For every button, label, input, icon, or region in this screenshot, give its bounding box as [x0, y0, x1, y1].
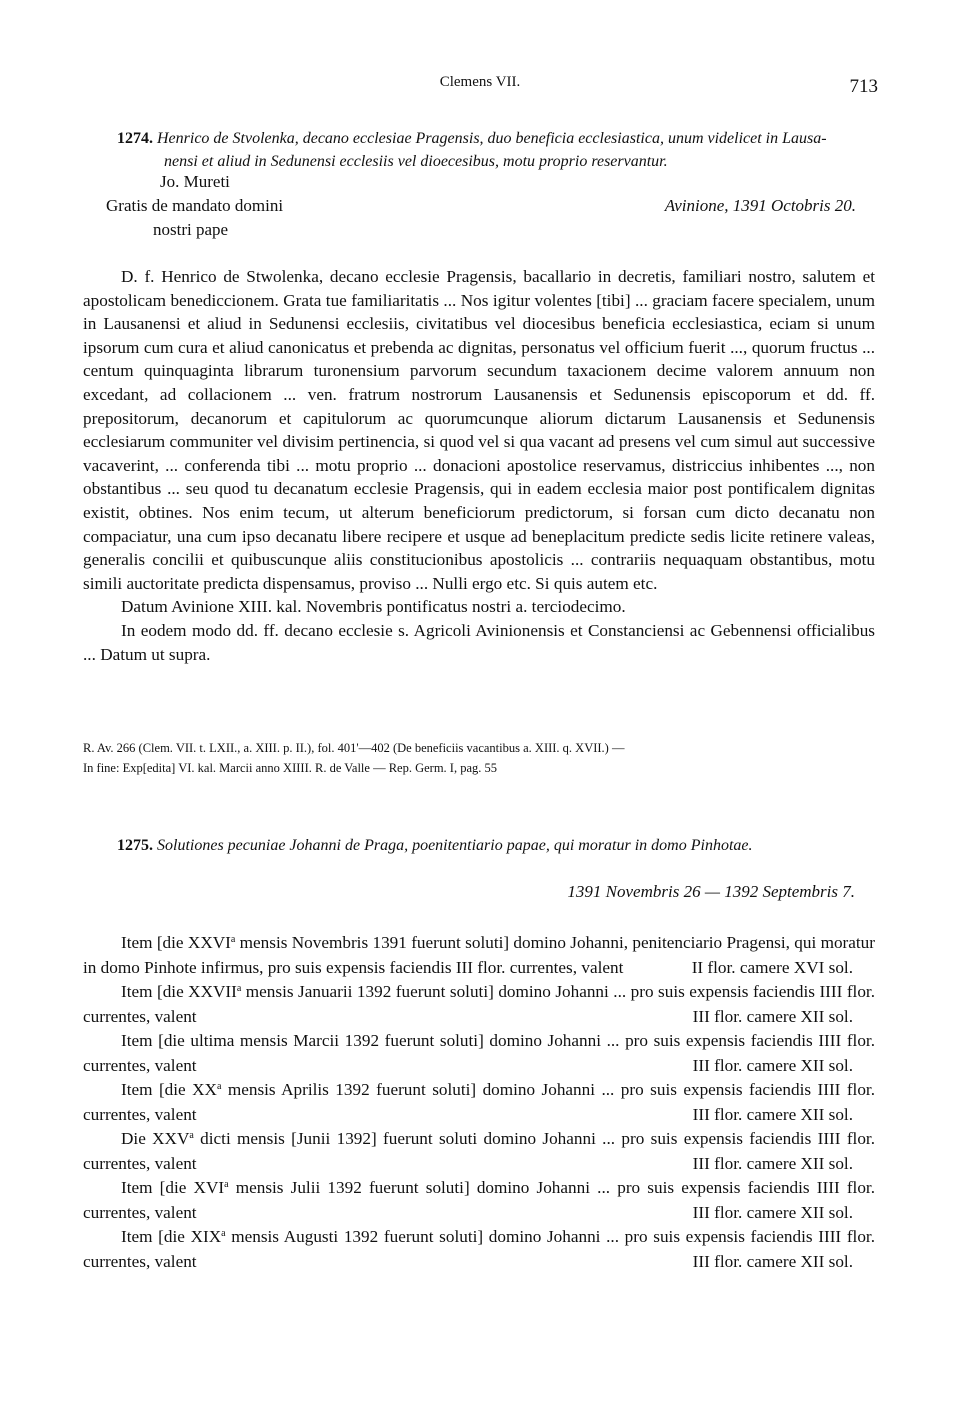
dating-clause: Datum Avinione XIII. kal. Novembris pontificatus nostri a. terciodecimo. [121, 597, 626, 617]
payment-amount: III flor. camere XII sol. [692, 1055, 853, 1075]
payment-amount: III flor. camere XII sol. [692, 1202, 853, 1222]
payment-text-start: Item [die XVI [121, 1178, 225, 1197]
payment-text-start: Item [die ultima mensis Marcii 1392 fuerunt soluti] domino Johanni ... pro suis expensis faciendis IIII flor. currentes, valent [83, 1031, 875, 1075]
payment-amount: III flor. camere XII sol. [692, 1251, 853, 1271]
payment-entry [83, 1029, 875, 1078]
entry-1275-date-range: 1391 Novembris 26 — 1392 Septembris 7. [567, 882, 855, 901]
archival-note [83, 738, 875, 778]
payment-amount: III flor. camere XII sol. [692, 1153, 853, 1173]
payment-text-start: Die XXV [121, 1129, 190, 1148]
payment-text-rest: mensis Julii 1392 fuerunt soluti] domino Johanni ... pro suis expensis faciendis IIII flor. currentes, valent [83, 1178, 875, 1222]
payment-text-rest: mensis Januarii 1392 fuerunt soluti] domino Johanni ... pro suis expensis faciendis IIII flor. currentes, valent [83, 982, 876, 1026]
archival-note-line2: In fine: Exp[edita] VI. kal. Marcii anno XIIII. R. de Valle — Rep. Germ. I, pag. 55 [83, 761, 498, 775]
ordinal-superscript: a [224, 1179, 229, 1190]
scribe-name: Jo. Mureti [160, 172, 230, 191]
place-date: Avinione, 1391 Octobris 20. [664, 196, 856, 215]
payment-entry [83, 1225, 875, 1274]
ordinal-superscript: a [216, 1081, 222, 1092]
payments-list [83, 931, 875, 1274]
ordinal-superscript: a [189, 1130, 194, 1141]
entry-1275-summary: Solutiones pecuniae Johanni de Praga, poenitentiario papae, qui moratur in domo Pinhotae. [157, 837, 753, 854]
gratis-line-2: nostri pape [153, 220, 229, 239]
payment-entry [83, 931, 875, 980]
ordinal-superscript: a [221, 1228, 226, 1239]
archival-note-line1: R. Av. 266 (Clem. VII. t. LXII., a. XIII. p. II.), fol. 401'—402 (De beneficiis vacantibus a. XIII. q. XVII.) — [83, 741, 625, 755]
entry-1274-summary-line2: nensi et aliud in Sedunensi ecclesiis vel dioecesibus, motu proprio reservantur. [164, 153, 668, 170]
gratis-line-1: Gratis de mandato domini [106, 196, 284, 215]
payment-text-start: Item [die XIX [121, 1227, 222, 1246]
entry-1274-text [83, 265, 875, 666]
payment-amount: III flor. camere XII sol. [692, 1104, 853, 1124]
executors-clause: In eodem modo dd. ff. decano ecclesie s. Agricoli Avinionensis et Constanciensi ac Gebennensi officialibus ... Datum ut supra. [83, 620, 875, 664]
payment-entry [83, 980, 875, 1029]
payment-text-rest: dicti mensis [Junii 1392] fuerunt soluti domino Johanni ... pro suis expensis faciendis IIII flor. currentes, valent [83, 1129, 875, 1173]
payment-text-start: Item [die XXVI [121, 933, 231, 952]
entry-1275-heading [117, 833, 752, 859]
letter-body: D. f. Henrico de Stwolenka, decano ecclesie Pragensis, bacallario in decretis, familiari nostro, salutem et apostolicam benediccionem. Grata tue familiaritatis ... Nos igitur volentes [tibi] ... graciam facere specialem, unum in Lausanensi et aliud in Sedunensi ecclesiis, civitatibus vel diocesibus beneficia ecclesiastica, eciam si unum ipsorum cum cura et aliud canonicatus et prebenda ac dignitas, personatus vel officium fuerit ..., quorum fructus ... centum quinquaginta librarum turonensium parvorum secundum taxacionem decime valorem annuum non excedant, ad collacionem ... ven. fratrum nostrorum Lausanensis et Sedunensis episcoporum et dd. ff. prepositorum, decanorum et capitulorum ac quorumcunque aliorum dictarum Lausanensis et Sedunensis ecclesiarum communiter vel divisim pertinencia, si quod vel si qua vacant ad presens vel cum simul aut successive vacaverint, ... conferenda tibi ... motu proprio ... donacioni apostolice reservamus, districcius inhibentes ..., non obstantibus ... seu quod tu decanatum ecclesie Pragensis, qui in eadem ecclesia maior post pontificalem dignitas existit, obtines. Nos enim tecum, ut alterum beneficiorum predictorum, si forsan cum dicto decanatu non compaciatur, una cum ipso decanatu libere recipere et usque ad beneplacitum predicte sedis licite retinere valeas, generalis concilii et quibuscunque aliis constitucionibus apostolicis ... contrariis nequaquam obstantibus, motu simili auctoritate predicta dispensamus, proviso ... Nulli ergo etc. Si quis autem etc. [83, 267, 875, 593]
ordinal-superscript: a [230, 934, 236, 945]
page-number: 713 [849, 76, 878, 97]
payment-text-start: Item [die XXVII [121, 982, 237, 1001]
payment-text-rest: mensis Aprilis 1392 fuerunt soluti] domino Johanni ... pro suis expensis faciendis IIII flor. currentes, valent [83, 1080, 876, 1124]
payment-amount: II flor. camere XVI sol. [691, 957, 853, 977]
payment-amount: III flor. camere XII sol. [692, 1006, 853, 1026]
payment-text-start: Item [die XX [121, 1080, 217, 1099]
payment-entry [83, 1176, 875, 1225]
running-header-title: Clemens VII. [439, 74, 521, 90]
payment-text-rest: mensis Novembris 1391 fuerunt soluti] domino Johanni, penitenciario Pragensi, qui moratur in domo Pinhote infirmus, pro suis expensis faciendis III flor. currentes, valent [83, 933, 875, 977]
entry-1274-summary-line1: Henrico de Stvolenka, decano ecclesiae Pragensis, duo beneficia ecclesiastica, unum videlicet in Lausa- [157, 130, 827, 147]
payment-entry [83, 1078, 875, 1127]
payment-text-rest: mensis Augusti 1392 fuerunt soluti] domino Johanni ... pro suis expensis faciendis IIII flor. currentes, valent [83, 1227, 875, 1271]
ordinal-superscript: a [236, 983, 242, 994]
payment-entry [83, 1127, 875, 1176]
entry-1275-number: 1275. [117, 837, 153, 854]
entry-1274-number: 1274. [117, 130, 153, 147]
